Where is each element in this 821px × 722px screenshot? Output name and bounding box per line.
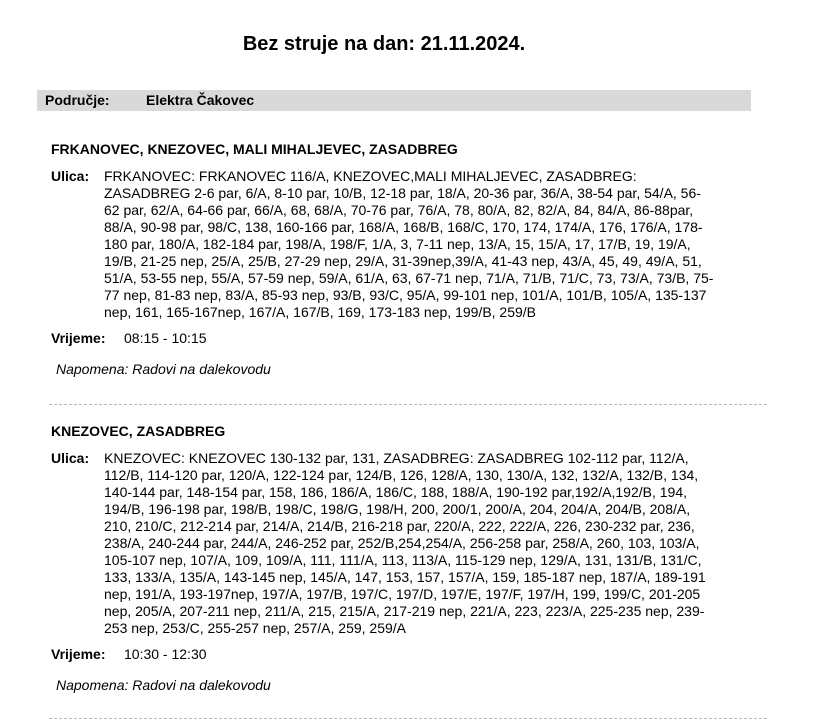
street-row xyxy=(51,450,741,637)
street-list: FRKANOVEC: FRKANOVEC 116/A, KNEZOVEC,MALI MIHALJEVEC, ZASADBREG: ZASADBREG 2-6 par, 6/A, 8-10 par, 10/B, 12-18 par, 18/A, 20-36 par, 36/A, 38-54 par, 54/A, 56-62 par, 62/A, 64-66 par, 66/A, 68, 68/A, 70-76 par, 76/A, 78, 80/A, 82, 82/A, 84, 84/A, 86-88par, 88/A, 90-98 par, 98/C, 138, 160-166 par, 168/A, 168/B, 168/C, 170, 174, 174/A, 176, 176/A, 178-180 par, 180/A, 182-184 par, 198/A, 198/F, 1/A, 3, 7-11 nep, 13/A, 15, 15/A, 17, 17/B, 19, 19/A, 19/B, 21-25 nep, 25/A, 25/B, 27-29 nep, 29/A, 31-39nep,39/A, 41-43 nep, 43/A, 45, 49, 49/A, 51, 51/A, 53-55 nep, 55/A, 57-59 nep, 59/A, 61/A, 63, 67-71 nep, 71/A, 71/B, 71/C, 73, 73/A, 73/B, 75-77 nep, 81-83 nep, 83/A, 85-93 nep, 93/B, 93/C, 95/A, 99-101 nep, 101/A, 101/B, 105/A, 135-137 nep, 161, 165-167nep, 167/A, 167/B, 169, 173-183 nep, 199/B, 259/B xyxy=(104,168,714,320)
section-heading: FRKANOVEC, KNEZOVEC, MALI MIHALJEVEC, ZASADBREG xyxy=(51,141,458,157)
street-label: Ulica: xyxy=(51,450,90,466)
time-value: 08:15 - 10:15 xyxy=(124,330,207,346)
section-heading: KNEZOVEC, ZASADBREG xyxy=(51,423,226,439)
time-value: 10:30 - 12:30 xyxy=(124,646,207,662)
section-divider xyxy=(49,718,767,719)
time-label: Vrijeme: xyxy=(51,330,106,346)
note-text: Napomena: Radovi na dalekovodu xyxy=(56,361,271,377)
time-label: Vrijeme: xyxy=(51,646,106,662)
outage-section xyxy=(51,140,741,378)
outage-section xyxy=(51,422,741,694)
note-text: Napomena: Radovi na dalekovodu xyxy=(56,677,271,693)
street-list: KNEZOVEC: KNEZOVEC 130-132 par, 131, ZASADBREG: ZASADBREG 102-112 par, 112/A, 112/B, 114-120 par, 120/A, 122-124 par, 124/B, 126, 128/A, 130, 130/A, 132, 132/A, 132/B, 134, 140-144 par, 148-154 par, 158, 186, 186/A, 186/C, 188, 188/A, 190-192 par,192/A,192/B, 194, 194/B, 196-198 par, 198/B, 198/C, 198/G, 198/H, 200, 200/1, 200/A, 204, 204/A, 204/B, 208/A, 210, 210/C, 212-214 par, 214/A, 214/B, 216-218 par, 220/A, 222, 222/A, 226, 230-232 par, 236, 238/A, 240-244 par, 244/A, 246-252 par, 252/B,254,254/A, 256-258 par, 258/A, 260, 103, 103/A, 105-107 nep, 107/A, 109, 109/A, 111, 111/A, 113, 113/A, 115-129 nep, 129/A, 131, 131/B, 131/C, 133, 133/A, 135/A, 143-145 nep, 145/A, 147, 153, 157, 157/A, 159, 185-187 nep, 187/A, 189-191 nep, 191/A, 193-197nep, 197/A, 197/B, 197/C, 197/D, 197/E, 197/F, 197/H, 199, 199/C, 201-205 nep, 205/A, 207-211 nep, 211/A, 215, 215/A, 217-219 nep, 221/A, 223, 223/A, 225-235 nep, 239-253 nep, 253/C, 255-257 nep, 257/A, 259, 259/A xyxy=(104,450,706,636)
time-row xyxy=(51,330,741,347)
page-title: Bez struje na dan: 21.11.2024. xyxy=(242,33,526,55)
area-value: Elektra Čakovec xyxy=(146,92,255,108)
area-header-bar xyxy=(37,90,751,111)
time-row xyxy=(51,646,741,663)
section-divider xyxy=(49,404,767,405)
area-label: Područje: xyxy=(45,92,110,108)
street-row xyxy=(51,168,741,321)
street-label: Ulica: xyxy=(51,168,90,184)
